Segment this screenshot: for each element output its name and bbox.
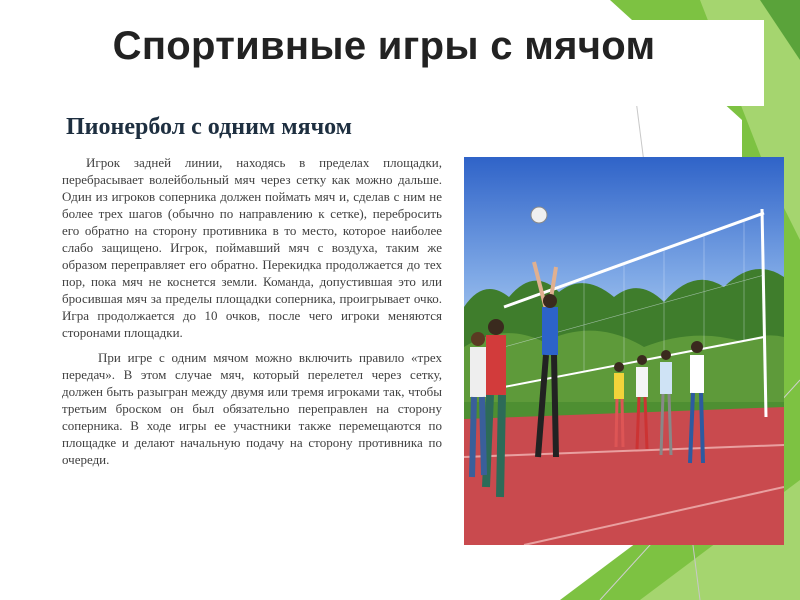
- volleyball: [531, 207, 547, 223]
- paragraph-2: При игре с одним мячом можно включить правило «трех передач». В этом случае мяч, который перелетел через сетку, должен быть разыгран между двумя или тремя игроками так, чтобы третьим броском он был обязательно переправлен на сторону соперника. В ходе игры ее участники также перемещаются по площадке и делают начальную подачу на сторону противника по очереди.: [62, 350, 442, 467]
- slide-title: Спортивные игры с мячом: [112, 24, 656, 68]
- volleyball-photo: [464, 157, 784, 545]
- slide-subtitle: Пионербол с одним мячом: [66, 114, 353, 140]
- paragraph-1: Игрок задней линии, находясь в пределах площадки, перебрасывает волейбольный мяч через сетку как можно дальше. Один из игроков соперника должен поймать мяч и, сделав с ним не более трех шагов (обычно по направлению к сетке), перебросить его обратно на сторону противника в то место, которое наиболее слабо защищено. Игрок, поймавший мяч с воздуха, таким же образом переправляет его обратно. Перекидка продолжается до тех пор, пока мяч не коснется земли. Команда, допустившая это или бросившая мяч за пределы площадки соперника, проигрывает очко. Игра продолжается до 10 очков, после чего игроки меняются сторонами площадки.: [62, 155, 442, 340]
- body-text: [62, 154, 442, 476]
